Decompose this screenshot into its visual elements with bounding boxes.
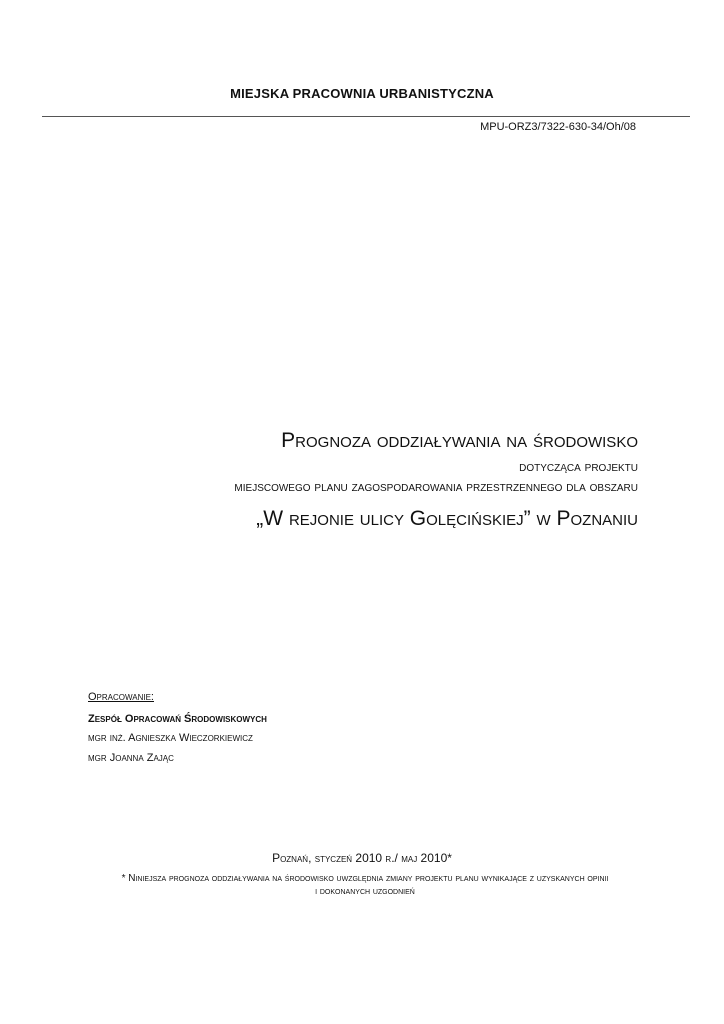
organization-name: MIEJSKA PRACOWNIA URBANISTYCZNA — [230, 86, 494, 101]
document-title: Prognoza oddziaływania na środowisko — [281, 429, 638, 452]
authors-block — [88, 688, 267, 768]
footnote-line: i dokonanych uzgodnień — [315, 886, 415, 897]
footnote-line: * Niniejsza prognoza oddziaływania na środowisko uwzględnia zmiany projektu planu wynikające z uzyskanych opinii — [121, 873, 609, 884]
title-block — [234, 426, 638, 536]
authors-team: Zespół Opracowań Środowiskowych — [88, 713, 267, 725]
author-name: mgr Joanna Zając — [88, 752, 174, 764]
header-divider — [42, 116, 690, 117]
title-location: „W rejonie ulicy Golęcińskiej” w Poznaniu — [256, 507, 638, 530]
document-number: MPU-ORZ3/7322-630-34/Oh/08 — [480, 121, 636, 133]
title-subline: dotycząca projektu — [519, 458, 638, 474]
title-plan-description: miejscowego planu zagospodarowania przestrzennego dla obszaru — [234, 478, 638, 494]
place-and-date: Poznań, styczeń 2010 r./ maj 2010* — [272, 851, 452, 865]
authors-label: Opracowanie: — [88, 691, 154, 703]
footnote — [100, 872, 630, 898]
author-name: mgr inż. Agnieszka Wieczorkiewicz — [88, 732, 253, 744]
